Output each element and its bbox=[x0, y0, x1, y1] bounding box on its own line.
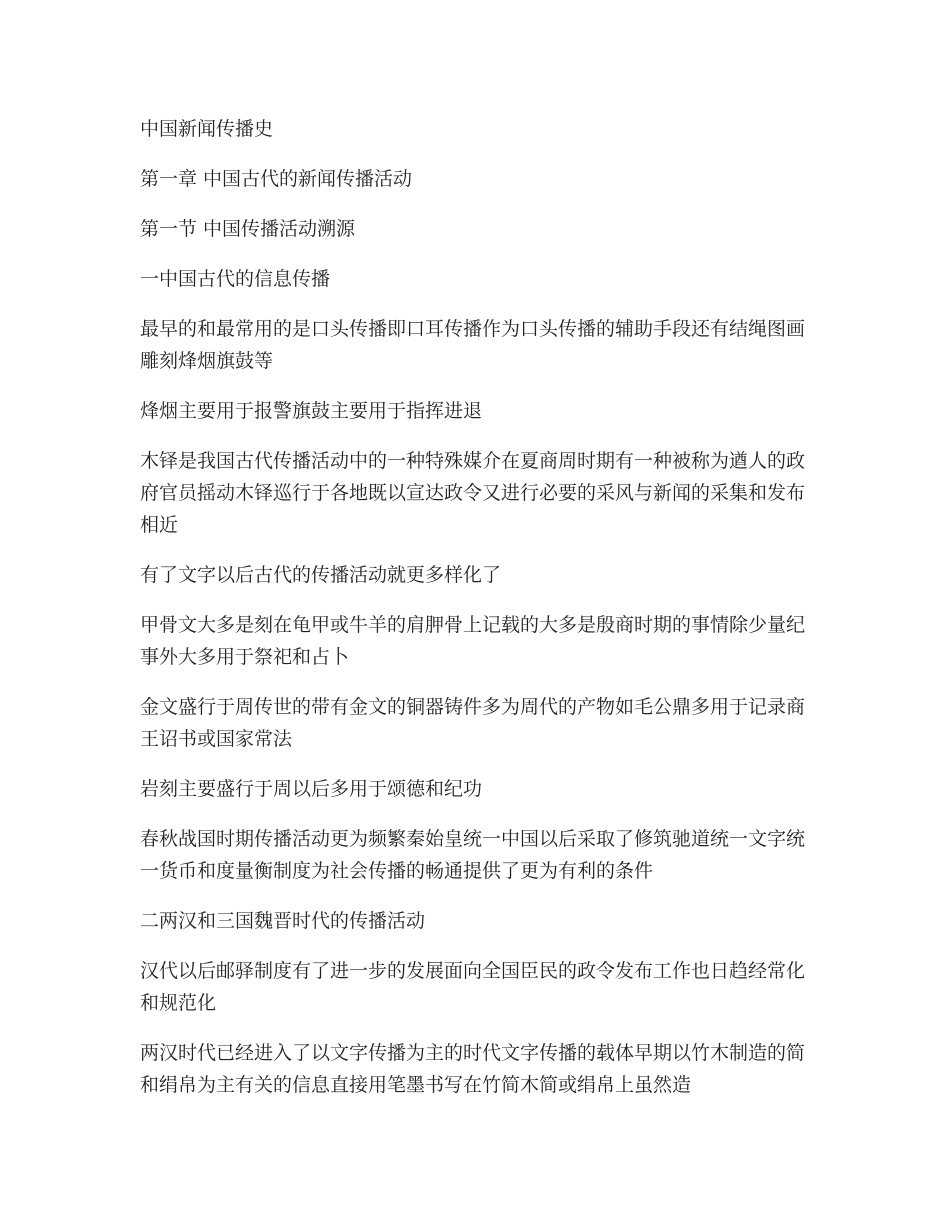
body-paragraph: 最早的和最常用的是口头传播即口耳传播作为口头传播的辅助手段还有结绳图画雕刻烽烟旗鼓等 bbox=[140, 318, 806, 372]
body-paragraph: 金文盛行于周传世的带有金文的铜器铸件多为周代的产物如毛公鼎多用于记录商王诏书或国家常法 bbox=[140, 696, 806, 750]
body-paragraph: 岩刻主要盛行于周以后多用于颂德和纪功 bbox=[140, 778, 483, 800]
body-paragraph: 木铎是我国古代传播活动中的一种特殊媒介在夏商周时期有一种被称为遒人的政府官员摇动木铎巡行于各地既以宣达政令又进行必要的采风与新闻的采集和发布相近 bbox=[140, 450, 806, 536]
section-heading: 第一节 中国传播活动溯源 bbox=[140, 218, 356, 240]
subsection-heading: 一中国古代的信息传播 bbox=[140, 268, 331, 290]
body-paragraph: 春秋战国时期传播活动更为频繁秦始皇统一中国以后采取了修筑驰道统一文字统一货币和度量衡制度为社会传播的畅通提供了更为有利的条件 bbox=[140, 828, 806, 882]
document-title: 中国新闻传播史 bbox=[140, 118, 274, 140]
body-paragraph: 有了文字以后古代的传播活动就更多样化了 bbox=[140, 564, 502, 586]
body-paragraph: 烽烟主要用于报警旗鼓主要用于指挥进退 bbox=[140, 400, 483, 422]
body-paragraph: 两汉时代已经进入了以文字传播为主的时代文字传播的载体早期以竹木制造的简和绢帛为主有关的信息直接用笔墨书写在竹简木简或绢帛上虽然造 bbox=[140, 1042, 806, 1096]
body-paragraph: 甲骨文大多是刻在龟甲或牛羊的肩胛骨上记载的大多是殷商时期的事情除少量纪事外大多用于祭祀和占卜 bbox=[140, 614, 806, 668]
subsection-heading: 二两汉和三国魏晋时代的传播活动 bbox=[140, 910, 426, 932]
chapter-heading: 第一章 中国古代的新闻传播活动 bbox=[140, 168, 413, 190]
document-body bbox=[140, 113, 820, 1119]
body-paragraph: 汉代以后邮驿制度有了进一步的发展面向全国臣民的政令发布工作也日趋经常化和规范化 bbox=[140, 960, 806, 1014]
